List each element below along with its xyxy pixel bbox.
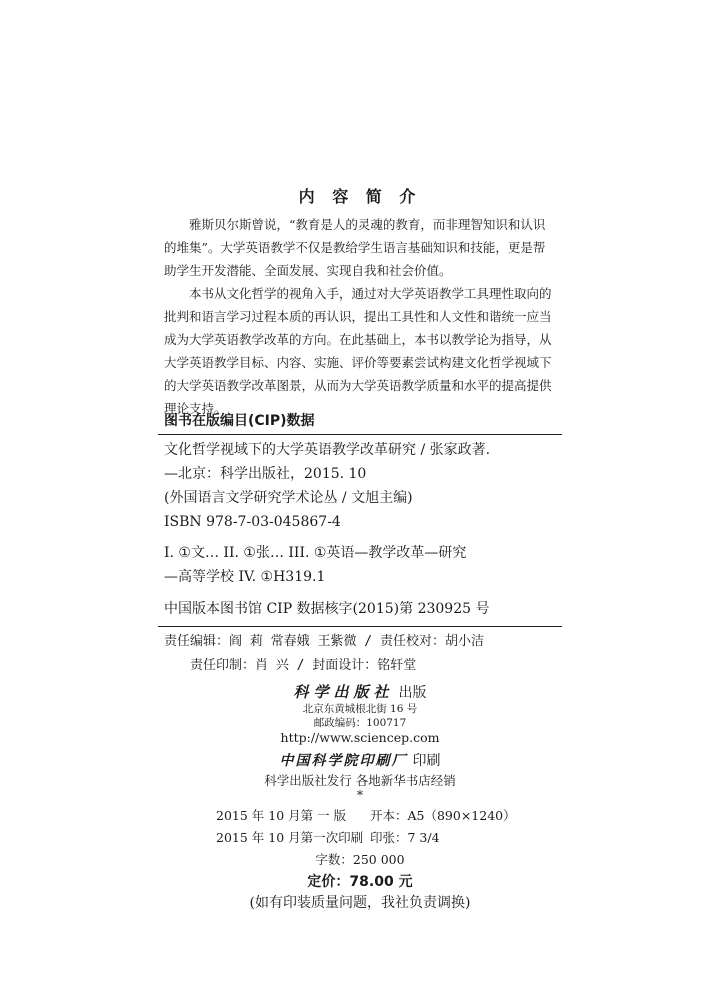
intro-p1-line1: 雅斯贝尔斯曾说，“教育是人的灵魂的教育，而非理智知识和认识 bbox=[189, 217, 546, 232]
intro-p2-line3: 成为大学英语教学改革的方向。在此基础上，本书以教学论为指导，从 bbox=[164, 332, 552, 347]
cip-isbn: ISBN 978-7-03-045867-4 bbox=[164, 514, 341, 530]
intro-p2-line4: 大学英语教学目标、内容、实施、评价等要素尝试构建文化哲学视域下 bbox=[164, 355, 552, 370]
intro-p2-line6: 理论支持。 bbox=[164, 401, 227, 416]
imprint-edition: 2015 年 10 月第 一 版 bbox=[216, 808, 347, 823]
intro-paragraph-2 bbox=[164, 282, 558, 420]
intro-p2-line1: 本书从文化哲学的视角入手，通过对大学英语教学工具理性取向的 bbox=[189, 286, 552, 301]
intro-title: 内 容 简 介 bbox=[298, 187, 422, 206]
cip-heading: 图书在版编目(CIP)数据 bbox=[164, 413, 315, 429]
cip-record-number bbox=[164, 597, 564, 621]
cip-record-line: 中国版本图书馆 CIP 数据核字(2015)第 230925 号 bbox=[164, 601, 490, 617]
imprint-words: 字数：250 000 bbox=[315, 852, 405, 867]
imprint-sheets: 印张：7 3/4 bbox=[370, 830, 440, 845]
editors-line1: 责任编辑：阎 莉 常春娥 王紫微 / 责任校对：胡小洁 bbox=[164, 634, 484, 649]
intro-p2-line2: 批判和语言学习过程本质的再认识，提出工具性和人文性和谐统一应当 bbox=[164, 309, 552, 324]
cip-classification bbox=[164, 541, 564, 589]
cip-publisher-line: —北京：科学出版社，2015. 10 bbox=[164, 466, 367, 482]
publisher-logo-text: 科学出版社 bbox=[293, 683, 394, 701]
publisher-url: http://www.sciencep.com bbox=[280, 730, 440, 745]
imprint-printing: 2015 年 10 月第一次印刷 bbox=[216, 830, 364, 845]
cip-series-line: (外国语言文学研究学术论丛 / 文旭主编) bbox=[164, 490, 413, 506]
printer-line bbox=[0, 750, 720, 770]
cip-top-rule bbox=[158, 434, 562, 435]
printer-logo-text: 中国科学院印刷厂 bbox=[279, 753, 408, 769]
printer-suffix: 印刷 bbox=[412, 753, 441, 769]
intro-p1-line2: 的堆集”。大学英语教学不仅是教给学生语言基础知识和技能，更是帮 bbox=[164, 240, 546, 255]
intro-p2-line5: 的大学英语教学改革图景，从而为大学英语教学质量和水平的提高提供 bbox=[164, 378, 552, 393]
cip-record bbox=[164, 438, 564, 534]
intro-p1-line3: 助学生开发潜能、全面发展、实现自我和社会价值。 bbox=[164, 263, 452, 278]
separator-star: * bbox=[356, 787, 364, 802]
intro-paragraph-1 bbox=[164, 213, 558, 282]
publisher-postcode: 邮政编码：100717 bbox=[313, 717, 407, 729]
imprint-format: 开本：A5（890×1240） bbox=[370, 808, 516, 823]
cip-title-line: 文化哲学视域下的大学英语教学改革研究 / 张家政著. bbox=[164, 442, 491, 458]
cip-class-line2: —高等学校 IV. ①H319.1 bbox=[164, 569, 326, 585]
distribution-line: 科学出版社发行 各地新华书店经销 bbox=[264, 773, 456, 788]
publisher-address: 北京东黄城根北街 16 号 bbox=[302, 703, 418, 715]
cip-class-line1: I. ①文… II. ①张… III. ①英语—教学改革—研究 bbox=[164, 545, 467, 561]
editors-line2: 责任印制：肖 兴 / 封面设计：铭轩堂 bbox=[190, 658, 417, 673]
editors-block bbox=[164, 630, 560, 678]
price: 定价：78.00 元 bbox=[307, 874, 413, 890]
quality-note: (如有印装质量问题，我社负责调换) bbox=[249, 895, 471, 911]
cip-bottom-rule bbox=[158, 626, 562, 627]
publisher-suffix: 出版 bbox=[398, 685, 427, 701]
publisher-line bbox=[0, 681, 720, 702]
